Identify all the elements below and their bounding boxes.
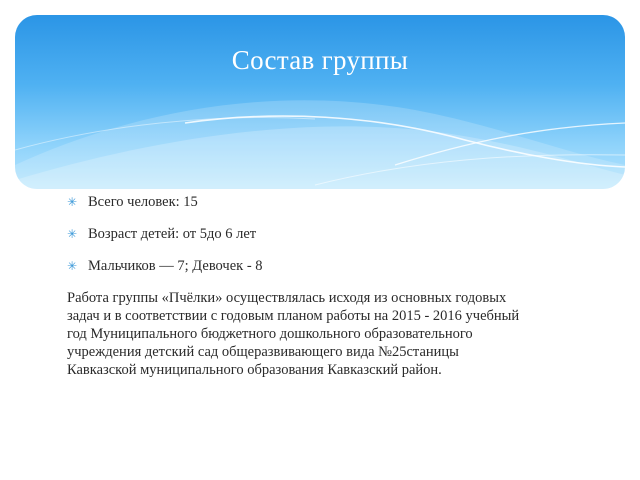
bullet-list [67,194,263,290]
page-title: Состав группы [231,45,409,75]
description-paragraph: Работа группы «Пчёлки» осуществлялась исходя из основных годовых задач и в соответствии с годовым планом работы на 2015 - 2016 учебный год Муниципального бюджетного дошкольного образовательного учреждения детский сад общеразвивающего вида №25станицы Кавказской муниципального образования Кавказский район. [67,290,520,378]
list-item-text: Возраст детей: от 5до 6 лет [88,226,257,242]
list-item-text: Мальчиков — 7; Девочек - 8 [88,258,263,274]
star-bullet-icon: ✳ [67,259,78,273]
wave-decoration [15,15,625,189]
list-item-text: Всего человек: 15 [88,194,198,210]
list-item [67,194,263,211]
title-banner [15,15,625,189]
star-bullet-icon: ✳ [67,227,78,241]
star-bullet-icon: ✳ [67,195,78,209]
list-item [67,226,263,243]
list-item [67,258,263,275]
